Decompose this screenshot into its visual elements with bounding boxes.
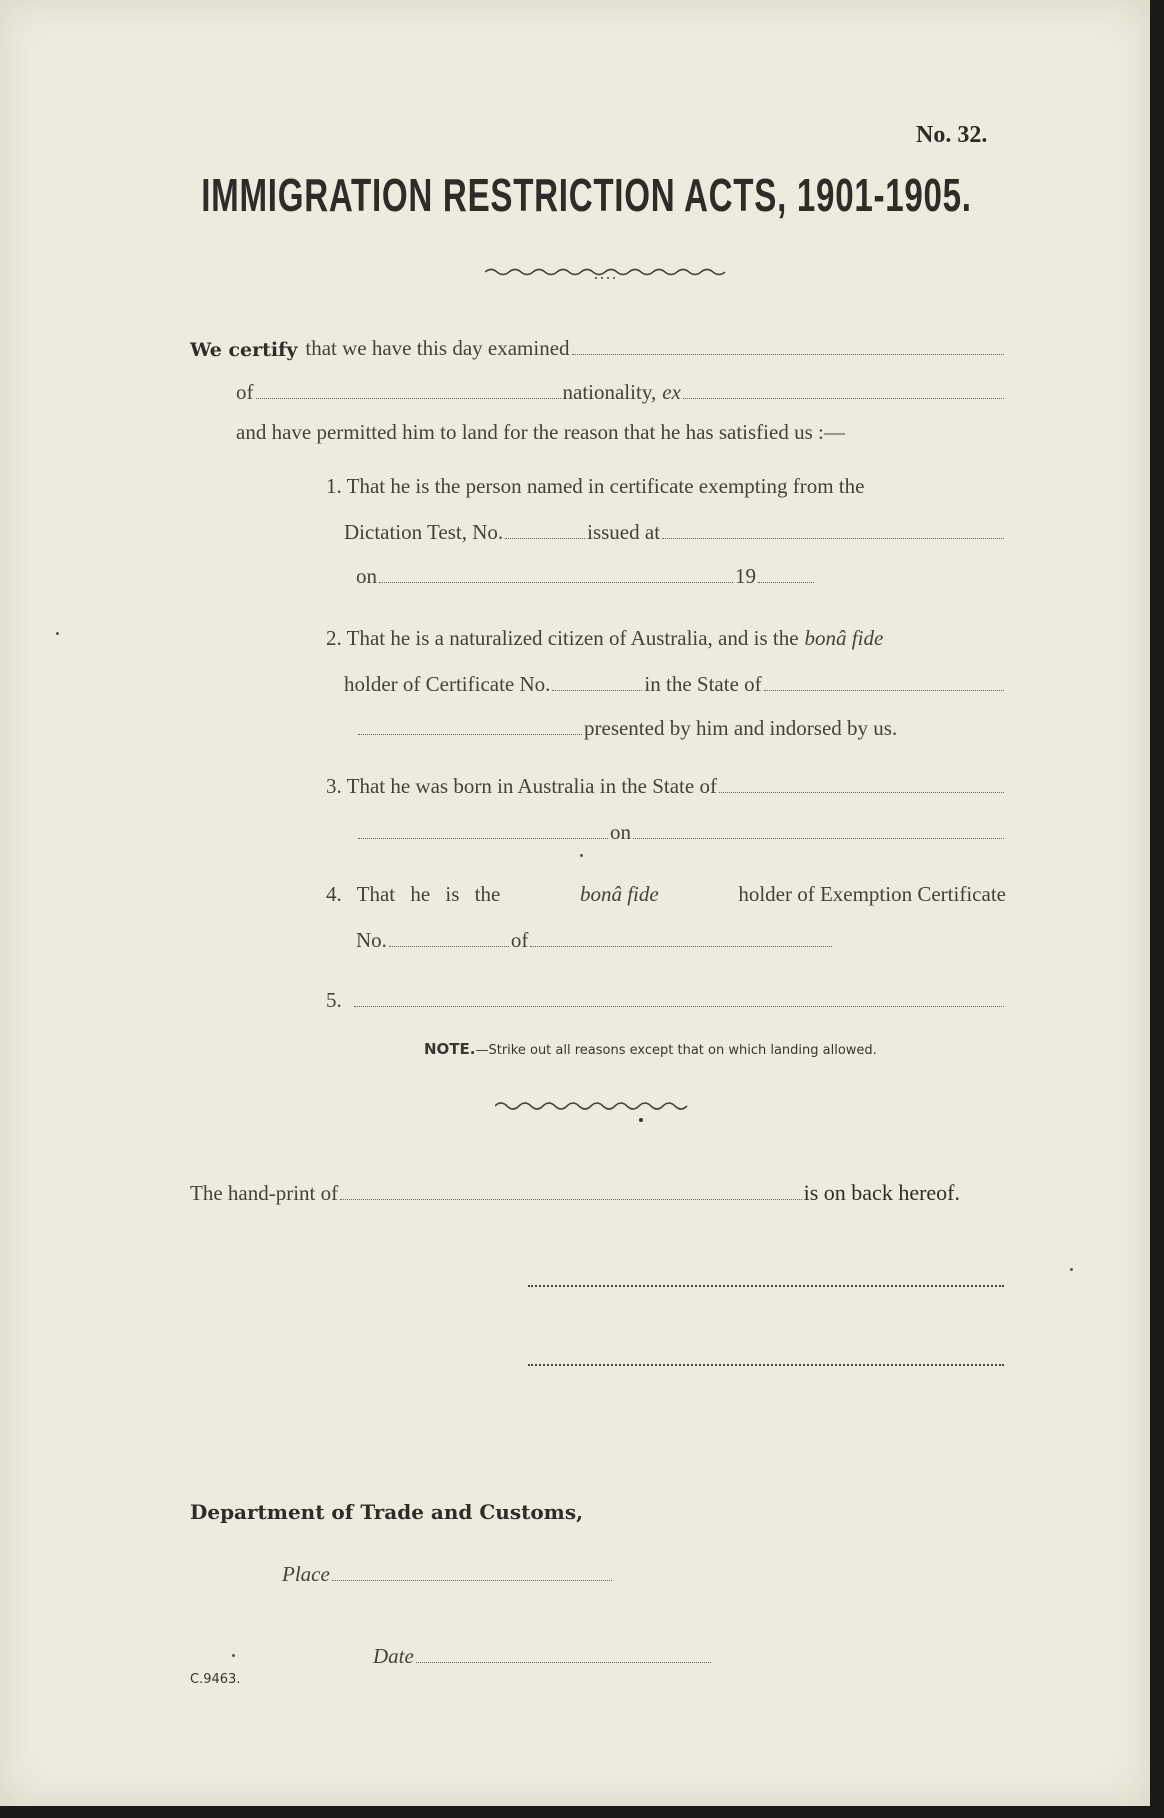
dictation-label: Dictation Test, No. [344,520,504,544]
reason-2-line-3 [356,716,1006,741]
divider-ornament-icon [495,1098,695,1128]
reason-2-line-2 [344,672,1006,697]
reason-1-line-3 [356,564,816,589]
signature-line-2[interactable] [528,1364,1004,1366]
bona-fide-1: bonâ fide [804,626,884,650]
born-date-field[interactable] [633,838,1004,839]
issued-at-field[interactable] [662,538,1004,539]
title-ornament-icon [485,266,730,282]
handprint-label: The hand-print of [190,1181,339,1205]
handprint-post: is on back hereof. [803,1180,960,1205]
permitted-line [236,420,1006,445]
presented-text: presented by him and indorsed by us. [584,716,898,740]
place-field[interactable] [332,1580,612,1581]
certificate-no-field[interactable] [552,690,642,691]
year-field[interactable] [758,582,814,583]
speck-4 [232,1654,235,1657]
form-title: IMMIGRATION RESTRICTION ACTS, 1901-1905. [201,169,972,221]
reason-5-line [326,988,1006,1013]
exemption-of-field[interactable] [530,946,832,947]
reason-5-field[interactable] [354,1006,1004,1007]
exemption-no-label: No. [356,928,387,952]
born-state-field[interactable] [719,792,1004,793]
on-label: on [356,564,377,588]
presented-field[interactable] [358,734,582,735]
we-certify: We certify [190,339,298,361]
examined-field[interactable] [572,354,1004,355]
issued-label: issued at [587,520,661,544]
signature-line-1[interactable] [528,1285,1004,1287]
reason-5-label: 5. [326,988,342,1012]
reason-1-line-2 [344,520,1006,545]
date-field[interactable] [416,1662,711,1663]
handprint-field[interactable] [340,1199,801,1200]
speck-3 [580,854,583,857]
reason-1-text: 1. That he is the person named in certificate exempting from the [326,474,865,498]
reason-4-post: holder of Exemption Certificate [738,882,1006,906]
date-line [373,1644,713,1669]
exemption-no-field[interactable] [389,946,509,947]
note [424,1040,877,1058]
form-number: No. 32. [916,122,988,148]
place-line [282,1562,614,1587]
reason-3-line-2 [356,820,1006,845]
certify-line [190,336,1006,361]
exemption-of-label: of [510,928,529,952]
nationality-label: nationality, [562,380,657,404]
reason-2-line-1 [326,626,1016,651]
year-label: 19 [735,564,756,588]
ex-label: ex [662,380,681,404]
state-label: in the State of [644,672,762,696]
bona-fide-2: bonâ fide [579,882,659,906]
permitted-text: and have permitted him to land for the reason that he has satisfied us :— [236,420,845,444]
reason-3-text: 3. That he was born in Australia in the State of [326,774,717,798]
reason-4-text: 4. That he is the [326,882,501,906]
speck-1 [56,632,59,635]
department-title: Department of Trade and Customs, [190,1500,584,1524]
born-on-label: on [610,820,631,844]
on-date-field[interactable] [379,582,733,583]
speck-2 [1070,1268,1073,1271]
holder-label: holder of Certificate No. [344,672,551,696]
of-label: of [236,380,254,404]
date-label: Date [373,1644,414,1668]
certify-text: that we have this day examined [305,336,570,360]
reason-1-line-1 [326,474,1006,499]
reason-4-line-1 [326,882,1006,907]
reason-4-line-2 [356,928,834,953]
reason-2-text: 2. That he is a naturalized citizen of Australia, and is the [326,626,799,650]
place-label: Place [282,1562,330,1586]
dictation-no-field[interactable] [505,538,585,539]
reason-3-line-1 [326,774,1006,799]
state-field[interactable] [764,690,1004,691]
ex-field[interactable] [683,398,1004,399]
form-code: C.9463. [190,1672,241,1687]
handprint-line [190,1180,960,1206]
of-field[interactable] [256,398,561,399]
nationality-line [236,380,1006,405]
born-place-field[interactable] [358,838,608,839]
note-label: NOTE. [424,1040,476,1058]
note-text: —Strike out all reasons except that on which landing allowed. [475,1043,877,1058]
